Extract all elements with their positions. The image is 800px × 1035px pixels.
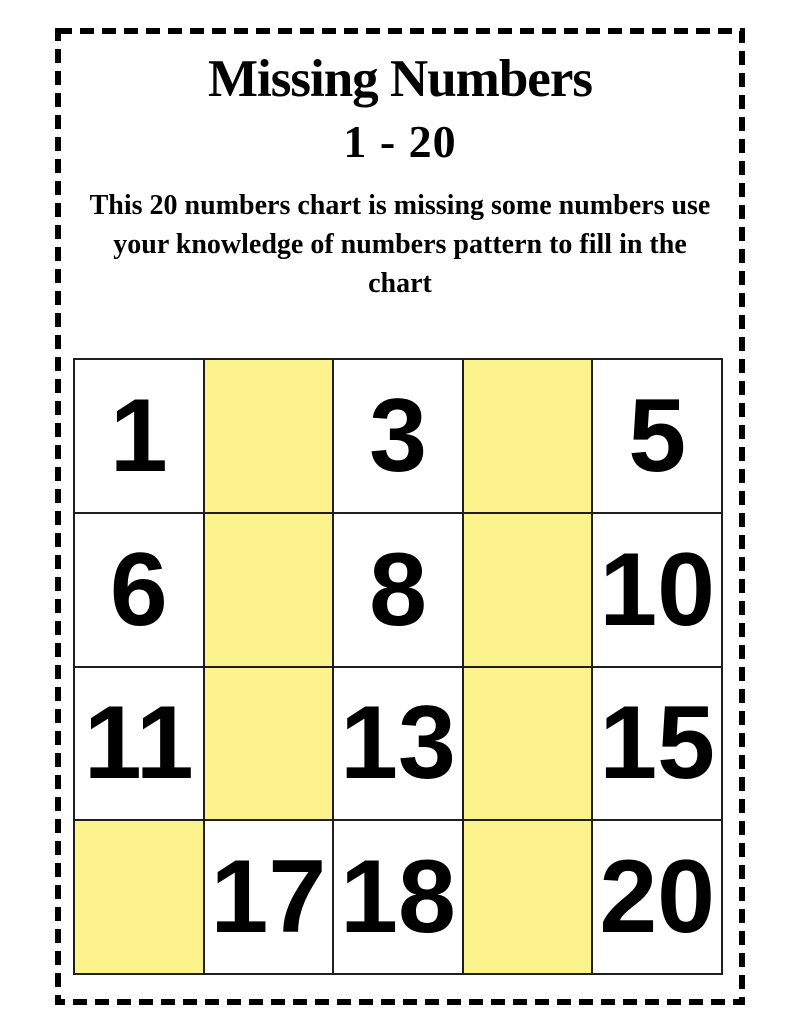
grid-cell-number: 18 (334, 821, 462, 973)
page-title: Missing Numbers (207, 50, 592, 108)
grid-cell-missing[interactable] (464, 360, 592, 512)
grid-cell-missing[interactable] (205, 514, 333, 666)
grid-cell-number: 11 (75, 668, 203, 820)
grid-cell-number: 17 (205, 821, 333, 973)
grid-cell-missing[interactable] (464, 668, 592, 820)
grid-cell-number: 3 (334, 360, 462, 512)
grid-cell-number: 20 (593, 821, 721, 973)
grid-cell-number: 10 (593, 514, 721, 666)
grid-cell-number: 8 (334, 514, 462, 666)
grid-cell-missing[interactable] (464, 514, 592, 666)
description-line: your knowledge of numbers pattern to fill in the (113, 229, 687, 260)
grid-cell-number: 1 (75, 360, 203, 512)
description-line: chart (368, 268, 432, 299)
description-line: This 20 numbers chart is missing some numbers use (89, 190, 711, 221)
grid-cell-number: 5 (593, 360, 721, 512)
grid-cell-missing[interactable] (205, 668, 333, 820)
page-subtitle: 1 - 20 (343, 116, 457, 167)
grid-cell-number: 15 (593, 668, 721, 820)
grid-cell-missing[interactable] (75, 821, 203, 973)
page-description (66, 186, 734, 303)
grid-cell-missing[interactable] (464, 821, 592, 973)
grid-cell-number: 6 (75, 514, 203, 666)
numbers-grid (73, 358, 723, 975)
grid-cell-number: 13 (334, 668, 462, 820)
grid-cell-missing[interactable] (205, 360, 333, 512)
